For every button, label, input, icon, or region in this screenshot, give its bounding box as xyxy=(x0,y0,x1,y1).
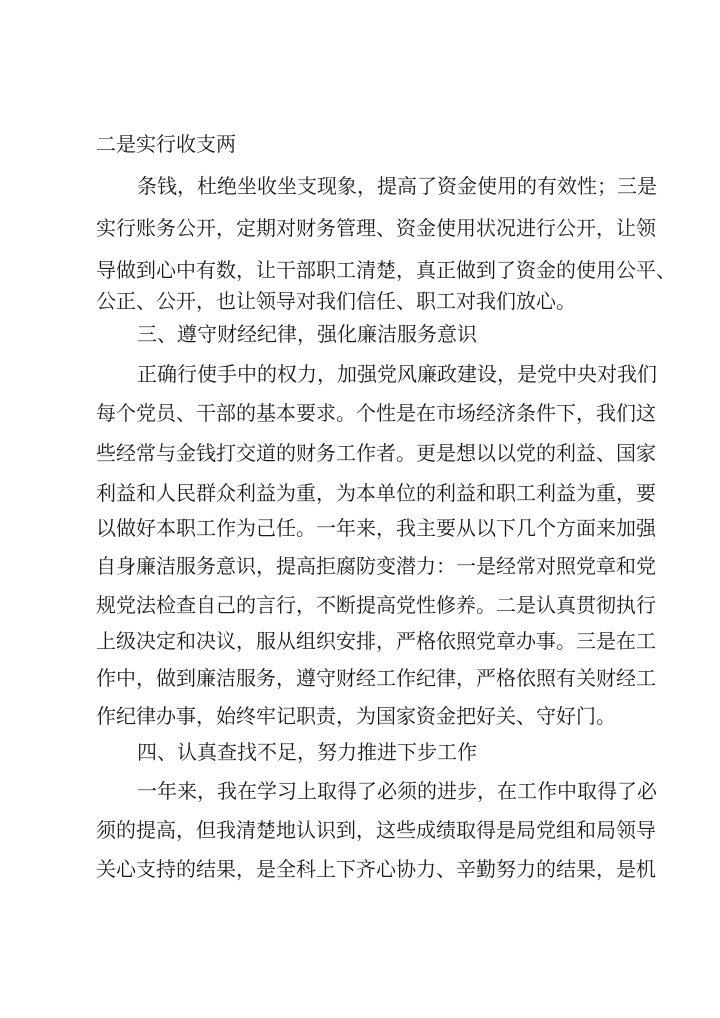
text-line: 规党法检查自己的言行，不断提高党性修养。二是认真贯彻执行 xyxy=(96,593,656,617)
text-line: 一年来，我在学习上取得了必须的进步，在工作中取得了必 xyxy=(137,779,657,803)
text-line: 实行账务公开，定期对财务管理、资金使用状况进行公开，让领 xyxy=(96,216,656,240)
text-line: 导做到心中有数，让干部职工清楚，真正做到了资金的使用公平、 xyxy=(96,258,676,282)
text-line: 些经常与金钱打交道的财务工作者。更是想以以党的利益、国家 xyxy=(96,441,656,465)
text-line: 利益和人民群众利益为重，为本单位的利益和职工利益为重，要 xyxy=(96,481,656,505)
text-line: 条钱，杜绝坐收坐支现象，提高了资金使用的有效性；三是 xyxy=(137,174,657,198)
section-heading: 四、认真查找不足，努力推进下步工作 xyxy=(137,740,477,764)
text-line: 公正、公开，也让领导对我们信任、职工对我们放心。 xyxy=(96,289,576,313)
text-line: 作纪律办事，始终牢记职责，为国家资金把好关、守好门。 xyxy=(96,704,616,728)
text-line: 上级决定和决议，服从组织安排，严格依照党章办事。三是在工 xyxy=(96,629,656,653)
text-line: 须的提高，但我清楚地认识到，这些成绩取得是局党组和局领导 xyxy=(96,818,656,842)
text-line: 关心支持的结果，是全科上下齐心协力、辛勤努力的结果，是机 xyxy=(96,857,656,881)
text-line: 作中，做到廉洁服务，遵守财经工作纪律，严格依照有关财经工 xyxy=(96,666,656,690)
text-line: 以做好本职工作为己任。一年来，我主要从以下几个方面来加强 xyxy=(96,516,656,540)
text-line: 自身廉洁服务意识，提高拒腐防变潜力：一是经常对照党章和党 xyxy=(96,554,656,578)
text-line: 每个党员、干部的基本要求。个性是在市场经济条件下，我们这 xyxy=(96,401,656,425)
text-line: 二是实行收支两 xyxy=(96,132,236,156)
section-heading: 三、遵守财经纪律，强化廉洁服务意识 xyxy=(137,322,477,346)
text-line: 正确行使手中的权力，加强党风廉政建设，是党中央对我们 xyxy=(137,362,657,386)
